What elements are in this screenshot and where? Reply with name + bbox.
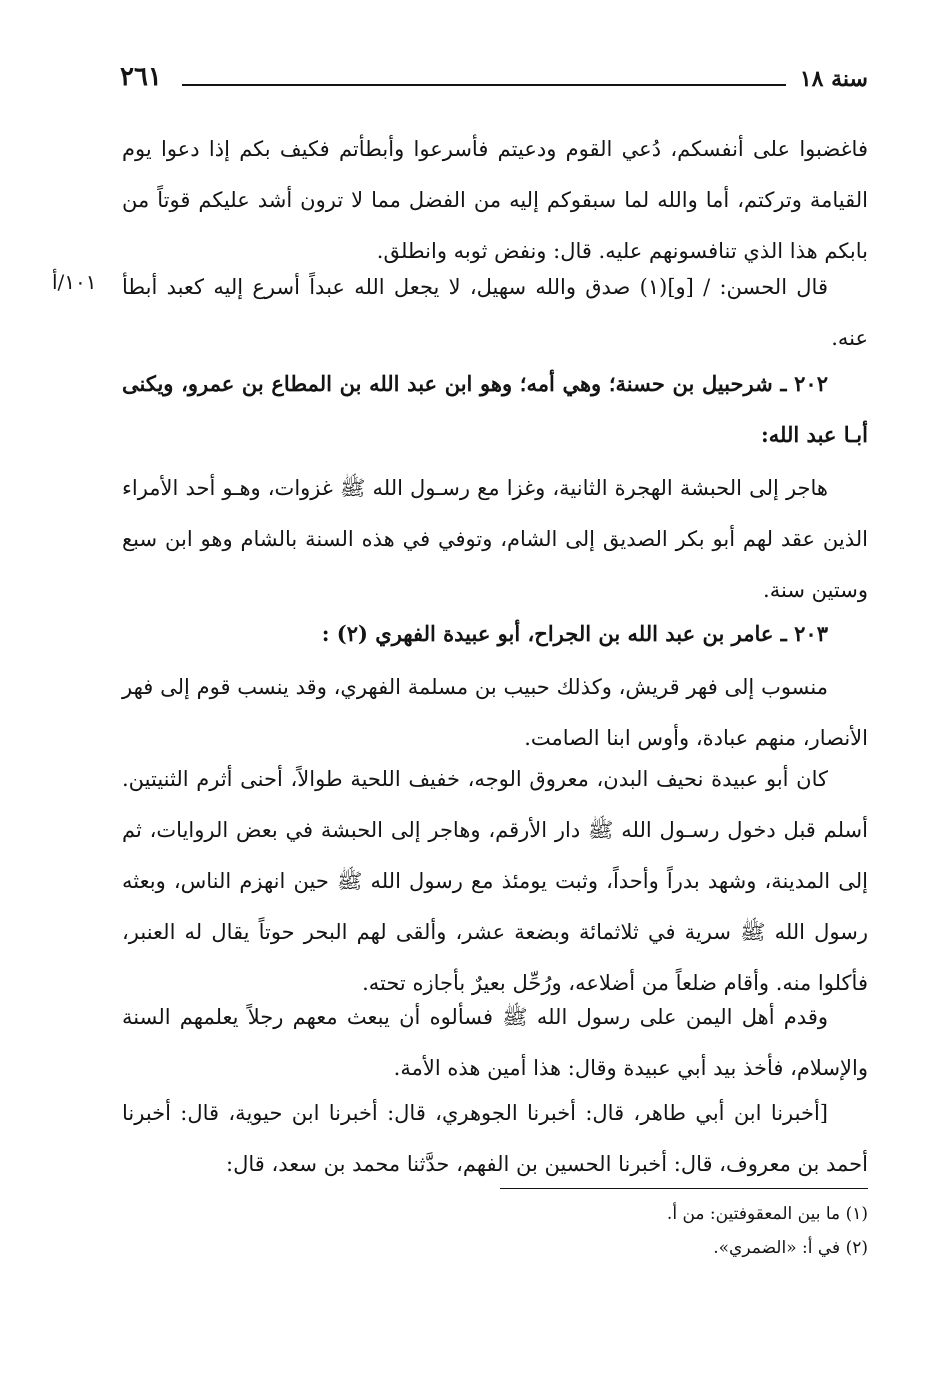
paragraph-203-bio: كان أبو عبيدة نحيف البدن، معروق الوجه، خفيف اللحية طوالاً، أحنى أثرم الثنيتين. أسلم قبل دخول رسـول الله ﷺ دار الأرقم، وهاجر إلى الحبشة في بعض الروايات، ثم إلى المدينة، وشهد بدراً وأحداً، وثبت يومئذ مع رسول الله ﷺ حين انهزم الناس، وبعثه رسول الله ﷺ سرية في ثلاثمائة وبضعة عشر، وألقى لهم البحر حوتاً يقال له العنبر، فأكلوا منه. وأقام ضلعاً من أضلاعه، ورُحِّل بعيرٌ بأجازه تحته.: [122, 767, 868, 995]
header-rule: [182, 84, 786, 86]
entry-heading-202: ٢٠٢ ـ شرحبيل بن حسنة؛ وهي أمه؛ وهو ابن عبد الله بن المطاع بن عمرو، ويكنى أبـا عبد الله:: [122, 371, 868, 447]
paragraph-isnad: [أخبرنا ابن أبي طاهر، قال: أخبرنا الجوهري، قال: أخبرنا ابن حيوية، قال: أخبرنا أحمد بن معروف، قال: أخبرنا الحسين بن الفهم، حدَّثنا محمد بن سعد، قال:: [122, 1101, 868, 1176]
footnote-2: (٢) في أ: «الضمري».: [713, 1238, 868, 1258]
paragraph-2: قال الحسن: / [و](١) صدق والله سهيل، لا يجعل الله عبداً أسرع إليه كعبد أبطأ عنه.: [122, 275, 868, 350]
paragraph-203-yemen: وقدم أهل اليمن على رسول الله ﷺ فسألوه أن يبعث معهم رجلاً يعلمهم السنة والإسلام، فأخذ بيد أبي عبيدة وقال: هذا أمين هذه الأمة.: [122, 1005, 868, 1080]
running-head-year: سنة ١٨: [799, 66, 868, 92]
manuscript-folio-note: ١٠١/أ: [52, 270, 97, 294]
entry-heading-203: ٢٠٣ ـ عامر بن عبد الله بن الجراح، أبو عبيدة الفهري (٢) :: [321, 621, 828, 646]
paragraph-1: فاغضبوا على أنفسكم، دُعي القوم ودعيتم فأسرعوا وأبطأتم فكيف بكم إذا دعوا يوم القيامة وتركتم، أما والله لما سبقوكم إليه من الفضل مما لا ترون أشد عليكم قوتاً من بابكم هذا الذي تنافسونهم عليه. قال: ونفض ثوبه وانطلق.: [122, 137, 868, 263]
footnote-rule: [500, 1188, 868, 1189]
footnote-1: (١) ما بين المعقوفتين: من أ.: [666, 1204, 868, 1224]
page-header: [120, 60, 868, 100]
page-number: ٢٦١: [120, 62, 162, 92]
paragraph-203-lineage: منسوب إلى فهر قريش، وكذلك حبيب بن مسلمة الفهري، وقد ينسب قوم إلى فهر الأنصار، منهم عبادة، وأوس ابنا الصامت.: [122, 675, 868, 750]
paragraph-202-text: هاجر إلى الحبشة الهجرة الثانية، وغزا مع رسـول الله ﷺ غزوات، وهـو أحد الأمراء الذين عقد لهم أبو بكر الصديق إلى الشام، وتوفي في هذه السنة بالشام وهو ابن سبع وستين سنة.: [122, 476, 868, 602]
